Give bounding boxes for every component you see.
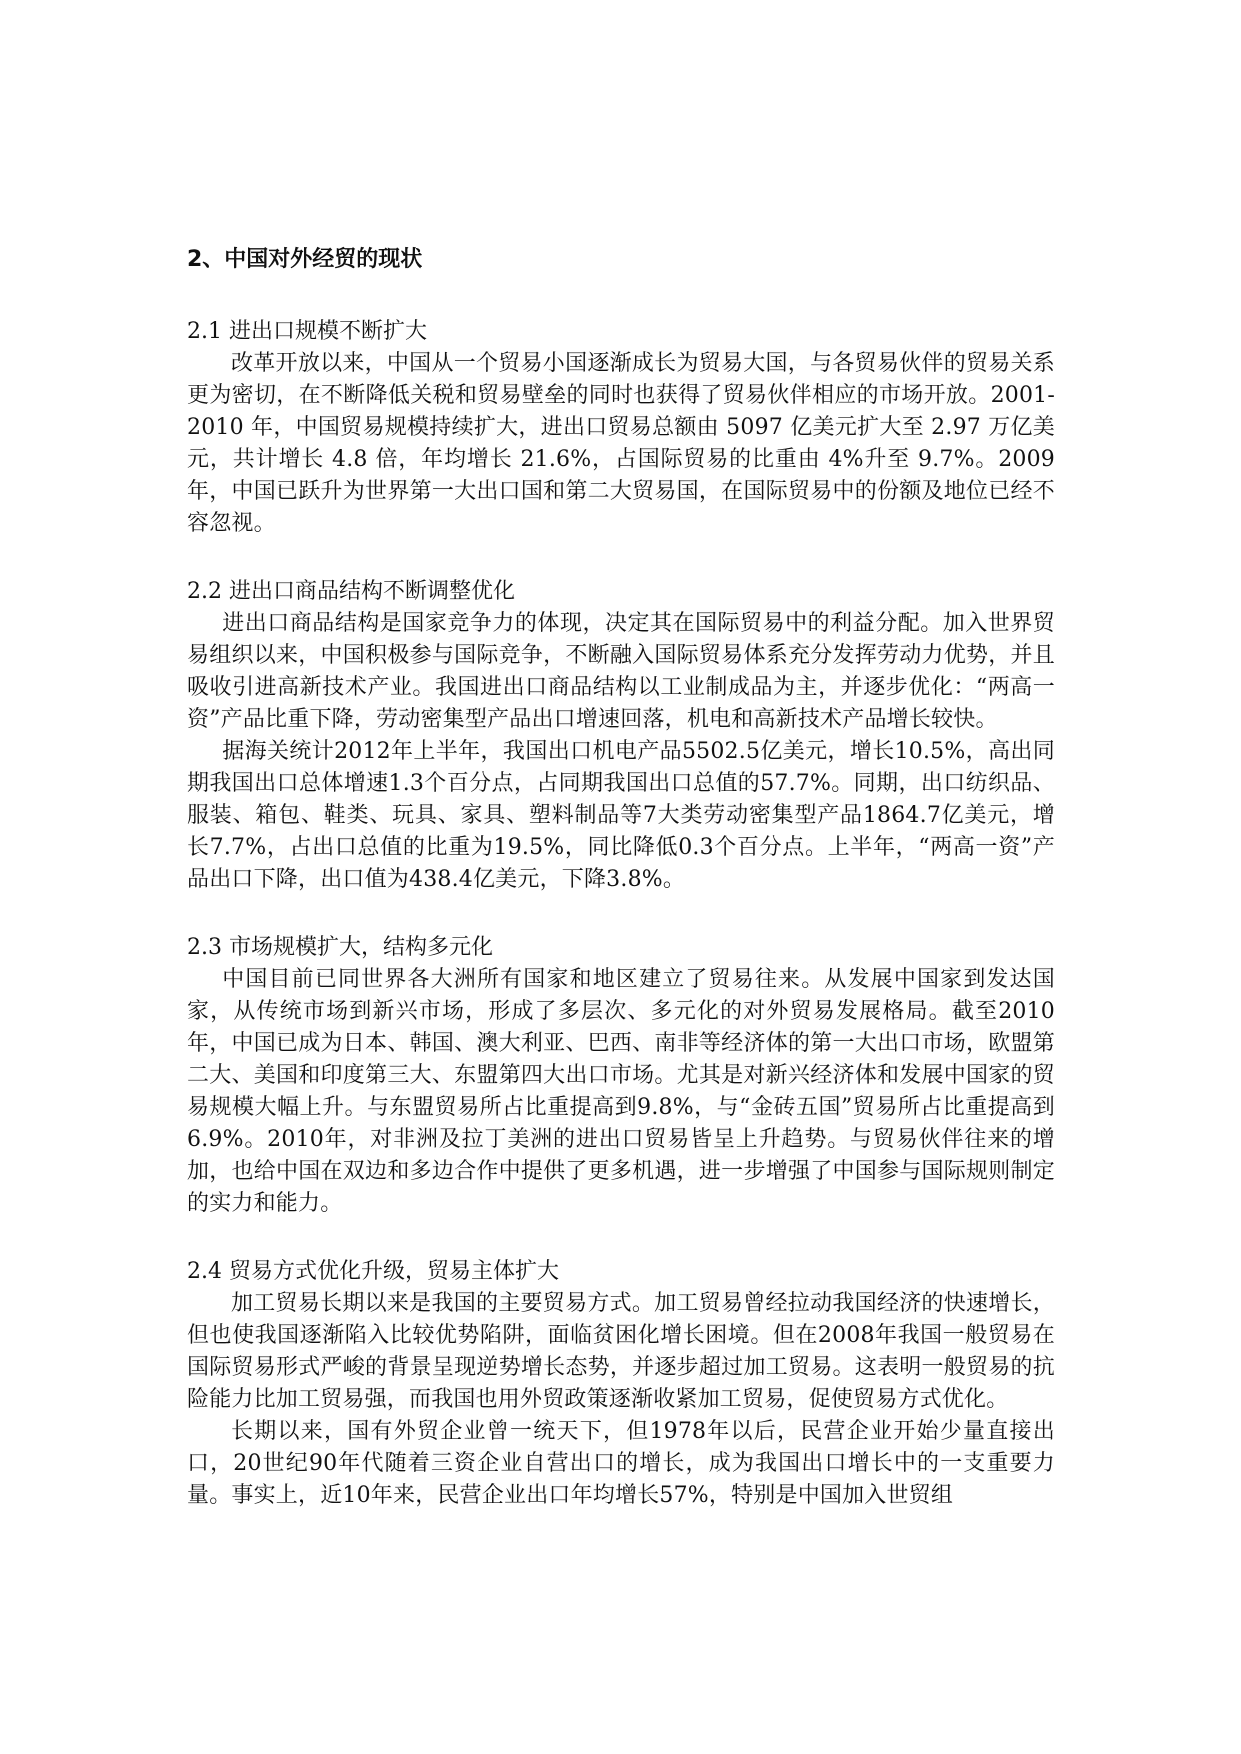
paragraph: 据海关统计2012年上半年，我国出口机电产品5502.5亿美元，增长10.5%，高出同期我国出口总体增速1.3个百分点，占同期我国出口总值的57.7%。同期，出口纺织品、服装、箱包、鞋类、玩具、家具、塑料制品等7大类劳动密集型产品1864.7亿美元，增长7.7%，占出口总值的比重为19.5%，同比降低0.3个百分点。上半年，“两高一资”产品出口下降，出口值为438.4亿美元，下降3.8%。 (187, 739, 1055, 892)
section-2-2 (187, 576, 1055, 896)
section-2-1 (187, 316, 1055, 540)
paragraph: 中国目前已同世界各大洲所有国家和地区建立了贸易往来。从发展中国家到发达国家，从传统市场到新兴市场，形成了多层次、多元化的对外贸易发展格局。截至2010年，中国已成为日本、韩国、澳大利亚、巴西、南非等经济体的第一大出口市场，欧盟第二大、美国和印度第三大、东盟第四大出口市场。尤其是对新兴经济体和发展中国家的贸易规模大幅上升。与东盟贸易所占比重提高到9.8%，与“金砖五国”贸易所占比重提高到6.9%。2010年，对非洲及拉丁美洲的进出口贸易皆呈上升趋势。与贸易伙伴往来的增加，也给中国在双边和多边合作中提供了更多机遇，进一步增强了中国参与国际规则制定的实力和能力。 (187, 967, 1055, 1216)
paragraph: 长期以来，国有外贸企业曾一统天下，但1978年以后，民营企业开始少量直接出口，20世纪90年代随着三资企业自营出口的增长，成为我国出口增长中的一支重要力量。事实上，近10年来，民营企业出口年均增长57%，特别是中国加入世贸组 (187, 1419, 1055, 1508)
section-title: 2.3 市场规模扩大，结构多元化 (187, 935, 493, 960)
paragraph: 进出口商品结构是国家竞争力的体现，决定其在国际贸易中的利益分配。加入世界贸易组织以来，中国积极参与国际竞争，不断融入国际贸易体系充分发挥劳动力优势，并且吸收引进高新技术产业。我国进出口商品结构以工业制成品为主，并逐步优化：“两高一资”产品比重下降，劳动密集型产品出口增速回落，机电和高新技术产品增长较快。 (187, 611, 1055, 732)
chapter-title: 2、中国对外经贸的现状 (187, 247, 423, 272)
section-title: 2.2 进出口商品结构不断调整优化 (187, 579, 515, 604)
section-2-4 (187, 1256, 1055, 1512)
paragraph: 加工贸易长期以来是我国的主要贸易方式。加工贸易曾经拉动我国经济的快速增长，但也使我国逐渐陷入比较优势陷阱，面临贫困化增长困境。但在2008年我国一般贸易在国际贸易形式严峻的背景呈现逆势增长态势，并逐步超过加工贸易。这表明一般贸易的抗险能力比加工贸易强，而我国也用外贸政策逐渐收紧加工贸易，促使贸易方式优化。 (187, 1291, 1055, 1412)
section-title: 2.4 贸易方式优化升级，贸易主体扩大 (187, 1259, 559, 1284)
section-2-3 (187, 932, 1055, 1220)
document-body (187, 244, 1055, 1548)
section-title: 2.1 进出口规模不断扩大 (187, 319, 427, 344)
paragraph: 改革开放以来，中国从一个贸易小国逐渐成长为贸易大国，与各贸易伙伴的贸易关系更为密切，在不断降低关税和贸易壁垒的同时也获得了贸易伙伴相应的市场开放。2001-2010 年，中国贸易规模持续扩大，进出口贸易总额由 5097 亿美元扩大至 2.97 万亿美元，共计增长 4.8 倍，年均增长 21.6%，占国际贸易的比重由 4%升至 9.7%。2009 年，中国已跃升为世界第一大出口国和第二大贸易国，在国际贸易中的份额及地位已经不容忽视。 (187, 351, 1055, 536)
